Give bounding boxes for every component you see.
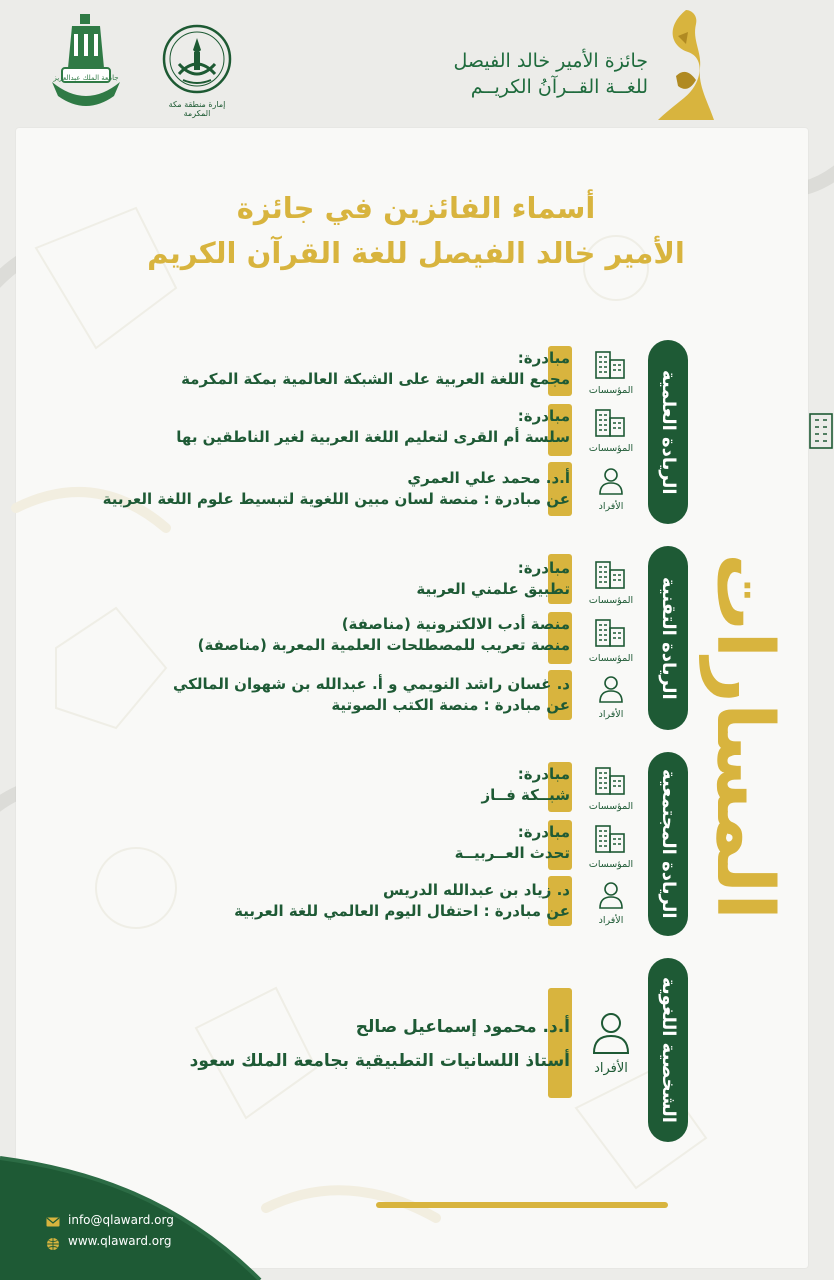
- footer-email[interactable]: [46, 1213, 174, 1227]
- entry-line: مبادرة:: [517, 765, 570, 783]
- individuals-icon-box: [586, 674, 636, 720]
- entry-line: مبادرة:: [517, 559, 570, 577]
- building-icon: [808, 412, 834, 450]
- tracks-word: المسارات: [699, 552, 789, 920]
- institutions-icon-box: [586, 766, 636, 812]
- emirate-caption: إمارة منطقة مكة المكرمة: [168, 100, 226, 118]
- list-item: [198, 614, 570, 656]
- entry-line: مبادرة:: [517, 823, 570, 841]
- entry-line: مبادرة:: [517, 407, 570, 425]
- divider: [376, 1202, 668, 1208]
- institutions-icon-box: [586, 618, 636, 664]
- individuals-label: الأفراد: [598, 501, 624, 512]
- building-icon: [594, 618, 628, 648]
- entry-line: عن مبادرة : منصة لسان مبين اللغوية لتبسيط علوم اللغة العربية: [102, 490, 570, 508]
- award-name-line2: للغــة القــرآنُ الكريــم: [470, 76, 648, 98]
- person-icon: [598, 674, 624, 704]
- university-seal-text: جامعة الملك عبدالعزيز: [53, 74, 119, 82]
- institutions-label: المؤسسات: [588, 801, 634, 812]
- emirate-logo: [158, 24, 236, 118]
- individuals-label: الأفراد: [594, 1061, 628, 1076]
- list-item: [103, 468, 570, 510]
- section-pill-technical: الريادة التقنية: [648, 546, 688, 730]
- university-seal-icon: [48, 12, 124, 112]
- individuals-label: الأفراد: [598, 709, 624, 720]
- award-name: [454, 48, 648, 100]
- award-name-line1: جائزة الأمير خالد الفيصل: [453, 50, 648, 72]
- section-pill-scientific: الريادة العلمية: [648, 340, 688, 524]
- institutions-label: المؤسسات: [588, 859, 634, 870]
- entry-line: عن مبادرة : منصة الكتب الصوتية: [331, 696, 570, 714]
- footer-website[interactable]: [46, 1234, 171, 1248]
- entry-line: شبــكة فــاز: [481, 786, 570, 804]
- entry-line: سلسة أم القرى لتعليم اللغة العربية لغير الناطقين بها: [176, 428, 570, 446]
- list-item: [181, 348, 570, 390]
- entry-line: أ.د. محمد علي العمري: [407, 469, 570, 487]
- building-icon: [594, 766, 628, 796]
- individuals-icon-box: [586, 1010, 636, 1076]
- award-logo: [656, 6, 716, 122]
- email-icon: [46, 1216, 60, 1226]
- entry-line: د. غسان راشد النويمي و أ. عبدالله بن شهوان المالكي: [172, 675, 570, 693]
- institutions-icon-box: [586, 560, 636, 606]
- institutions-icon-box: [586, 350, 636, 396]
- entry-line: أ.د. محمود إسماعيل صالح: [355, 1017, 570, 1037]
- institutions-label: المؤسسات: [588, 595, 634, 606]
- institutions-icon-box: [586, 408, 636, 454]
- entry-line: عن مبادرة : احتفال اليوم العالمي للغة العربية: [234, 902, 570, 920]
- individuals-icon-box: [586, 880, 636, 926]
- list-item: [234, 880, 570, 922]
- globe-icon: [46, 1237, 60, 1247]
- person-icon: [598, 880, 624, 910]
- list-item: [173, 674, 570, 716]
- building-icon: [594, 560, 628, 590]
- institutions-label: المؤسسات: [588, 443, 634, 454]
- entry-line: منصة تعريب للمصطلحات العلمية المعربة (مناصفة): [197, 636, 570, 654]
- list-item: [190, 1010, 570, 1078]
- entry-line: مبادرة:: [517, 349, 570, 367]
- individuals-label: الأفراد: [598, 915, 624, 926]
- page-title: [146, 186, 686, 276]
- section-pill-community: الريادة المجتمعية: [648, 752, 688, 936]
- header: [0, 0, 834, 128]
- entry-line: مجمع اللغة العربية على الشبكة العالمية بمكة المكرمة: [181, 370, 570, 388]
- entry-line: تحدث العــربيــة: [454, 844, 570, 862]
- entry-line: منصة أدب الالكترونية (مناصفة): [341, 615, 570, 633]
- person-icon: [598, 466, 624, 496]
- building-icon: [594, 408, 628, 438]
- website-text: www.qlaward.org: [68, 1234, 172, 1248]
- entry-line: أستاذ اللسانيات التطبيقية بجامعة الملك سعود: [189, 1051, 570, 1071]
- building-icon: [594, 350, 628, 380]
- entry-line: تطبيق علمني العربية: [416, 580, 570, 598]
- section-pill-linguistic-personality: الشخصية اللغوية: [648, 958, 688, 1142]
- university-logo: [48, 12, 124, 112]
- person-icon: [591, 1010, 631, 1056]
- email-text: info@qlaward.org: [68, 1213, 174, 1227]
- list-item: [416, 558, 570, 600]
- emirate-emblem-icon: [161, 24, 233, 94]
- building-icon: [594, 824, 628, 854]
- individuals-icon-box: [586, 466, 636, 512]
- page-title-line1: أسماء الفائزين في جائزة: [236, 191, 596, 225]
- institutions-icon-box: [586, 824, 636, 870]
- list-item: [176, 406, 570, 448]
- list-item: [455, 822, 570, 864]
- page-title-line2: الأمير خالد الفيصل للغة القرآن الكريم: [147, 236, 685, 270]
- entry-line: د. زياد بن عبدالله الدريس: [383, 881, 570, 899]
- institutions-label: المؤسسات: [588, 385, 634, 396]
- list-item: [481, 764, 570, 806]
- institutions-label: المؤسسات: [588, 653, 634, 664]
